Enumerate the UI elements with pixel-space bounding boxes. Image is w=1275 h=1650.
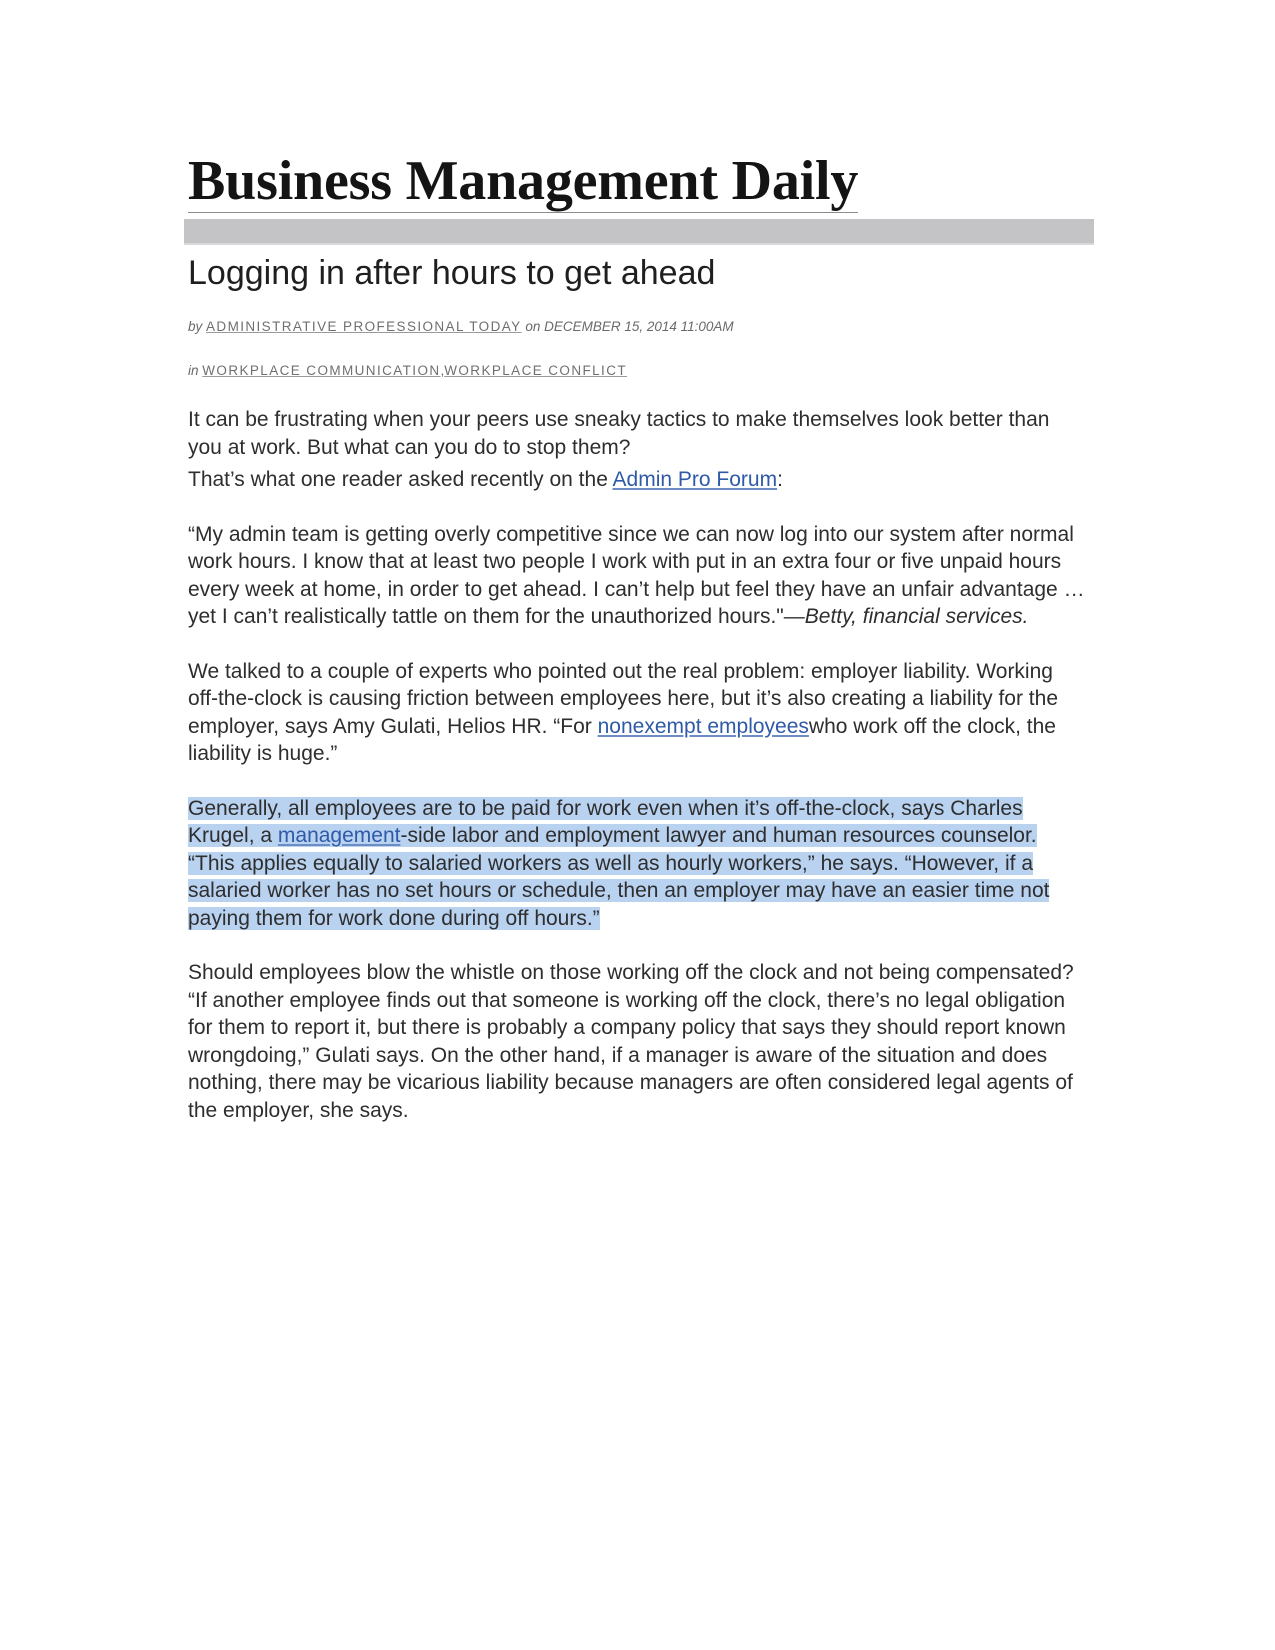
paragraph-highlighted bbox=[188, 795, 1088, 933]
paragraph-forum bbox=[188, 466, 1088, 494]
quote-attribution: Betty, financial services. bbox=[804, 605, 1029, 628]
admin-pro-forum-link[interactable]: Admin Pro Forum bbox=[612, 468, 778, 491]
article-page bbox=[188, 150, 1088, 1124]
article-body bbox=[188, 406, 1088, 1124]
article-headline: Logging in after hours to get ahead bbox=[188, 254, 716, 292]
paragraph-forum-end: : bbox=[777, 468, 783, 491]
highlight-start bbox=[188, 797, 1049, 930]
category-separator: , bbox=[440, 363, 445, 378]
paragraph-liability-end: who work off the clock, the liability is huge.” bbox=[188, 714, 1056, 765]
nonexempt-employees-link[interactable]: nonexempt employees bbox=[597, 714, 809, 738]
paragraph-quote bbox=[188, 521, 1088, 631]
paragraph-liability bbox=[188, 658, 1088, 768]
category-link-workplace-conflict[interactable]: WORKPLACE CONFLICT bbox=[444, 363, 627, 378]
article-categories bbox=[188, 362, 1088, 380]
reader-quote: “My admin team is getting overly competitive since we can now log into our system after normal work hours. I know that at least two people I work with put in an extra four or five unpaid hours every week at home, in order to get ahead. I can’t help but feel they have an unfair advantage … yet I can’t realistically tattle on them for the unauthorized hours." bbox=[188, 522, 1085, 628]
category-link-workplace-communication[interactable]: WORKPLACE COMMUNICATION bbox=[202, 363, 441, 378]
byline-date: on DECEMBER 15, 2014 11:00AM bbox=[525, 319, 734, 334]
paragraph-highlighted-text: Generally, all employees are to be paid for work even when it’s off-the-clock, says Charles Krugel, a bbox=[188, 796, 1023, 847]
quote-dash: — bbox=[783, 605, 805, 628]
paragraph-whistle: Should employees blow the whistle on those working off the clock and not being compensated? “If another employee finds out that someone is working off the clock, there’s no legal obligation for them to report it, but there is probably a company policy that says they should report known wrongdoing,” Gulati says. On the other hand, if a manager is aware of the situation and does nothing, there may be vicarious liability because managers are often considered legal agents of the employer, she says. bbox=[188, 961, 1074, 1122]
masthead-divider bbox=[184, 219, 1094, 245]
byline-by: by bbox=[188, 319, 203, 334]
paragraph-forum-text: That’s what one reader asked recently on the bbox=[188, 468, 613, 491]
paragraph-intro: It can be frustrating when your peers use sneaky tactics to make themselves look better than you at work. But what can you do to stop them? bbox=[188, 408, 1050, 459]
author-link[interactable]: ADMINISTRATIVE PROFESSIONAL TODAY bbox=[206, 319, 522, 334]
paragraph-liability-text: We talked to a couple of experts who pointed out the real problem: employer liability. Working off-the-clock is causing friction between employees here, but it’s also creating a liability for the employer, says Amy Gulati, Helios HR. “For bbox=[188, 659, 1059, 738]
masthead-title: Business Management Daily bbox=[188, 150, 859, 212]
article-byline bbox=[188, 318, 1088, 336]
categories-in: in bbox=[188, 363, 199, 378]
management-link[interactable]: management bbox=[277, 824, 401, 847]
paragraph-highlighted-end: -side labor and employment lawyer and human resources counselor. “This applies equally to salaried workers as well as hourly workers,” he says. “However, if a salaried worker has no set hours or schedule, then an employer may have an easier time not paying them for work done during off hours.” bbox=[188, 824, 1050, 930]
